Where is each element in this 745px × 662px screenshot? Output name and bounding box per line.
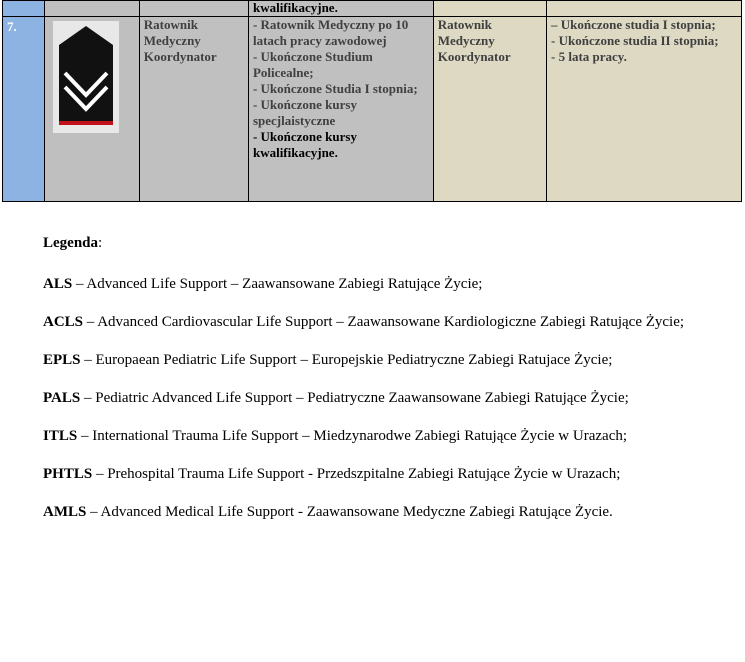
requirements2-cell — [547, 17, 742, 202]
legend-item — [43, 350, 690, 371]
rank-image-cell — [44, 17, 139, 202]
legend-item — [43, 388, 690, 409]
requirement-line: - Ratownik Medyczny po 10 latach pracy zawodowej — [252, 17, 409, 48]
legend-abbr: ALS — [43, 276, 73, 292]
rank-name2-cell — [433, 17, 546, 202]
rank-name-cell — [139, 17, 248, 202]
legend-desc: – International Trauma Life Support – Miedzynarodwe Zabiegi Ratujące Życie w Urazach; — [77, 428, 628, 444]
legend-item — [43, 426, 690, 447]
prev-name-cell — [139, 1, 248, 17]
legend-title — [43, 233, 690, 254]
requirement-line: - Ukończone kursy specjlaistyczne — [252, 97, 357, 128]
row-number: 7. — [3, 17, 45, 202]
legend-abbr: ACLS — [43, 314, 84, 330]
table-row — [3, 17, 742, 202]
legend-desc: – Advanced Medical Life Support - Zaawansowane Medyczne Zabiegi Ratujące Życie. — [86, 504, 613, 520]
requirement2-line: – Ukończone studia I stopnia; — [551, 17, 716, 32]
legend-desc: – Prehospital Trauma Life Support - Przedszpitalne Zabiegi Ratujące Życie w Urazach; — [92, 466, 621, 482]
prev-requirements-text: kwalifikacyjne. — [252, 0, 338, 15]
requirement-line: - Ukończone Studium Policealne; — [252, 49, 373, 80]
table-row-previous — [3, 1, 742, 17]
legend-item — [43, 464, 690, 485]
rank-name: Ratownik Medyczny Koordynator — [143, 17, 217, 64]
legend-abbr: ITLS — [43, 428, 78, 444]
legend-abbr: PHTLS — [43, 466, 93, 482]
qualification-table — [2, 0, 742, 202]
legend-item — [43, 274, 690, 295]
legend-item — [43, 502, 690, 523]
prev-number-cell — [3, 1, 45, 17]
legend-desc: – Advanced Life Support – Zaawansowane Zabiegi Ratujące Życie; — [72, 276, 483, 292]
prev-requirements2-cell — [547, 1, 742, 17]
prev-name2-cell — [433, 1, 546, 17]
prev-image-cell — [44, 1, 139, 17]
legend-desc: – Europaean Pediatric Life Support – Europejskie Pediatryczne Zabiegi Ratujace Życie; — [80, 352, 613, 368]
requirement2-line: - 5 lata pracy. — [551, 49, 627, 64]
requirements-cell — [248, 17, 433, 202]
legend-title-colon: : — [98, 235, 103, 251]
legend-abbr: EPLS — [43, 352, 81, 368]
legend-abbr: PALS — [43, 390, 81, 406]
legend-item — [43, 312, 690, 333]
rank-name-2: Ratownik Medyczny Koordynator — [437, 17, 511, 64]
shoulder-rank-insignia-icon — [53, 21, 119, 133]
legend-section — [43, 233, 690, 540]
legend-abbr: AMLS — [43, 504, 87, 520]
requirement2-line: - Ukończone studia II stopnia; — [551, 33, 719, 48]
prev-requirements-cell — [248, 1, 433, 17]
requirement-line: - Ukończone Studia I stopnia; — [252, 81, 418, 96]
legend-title-text: Legenda — [43, 235, 99, 251]
legend-desc: – Advanced Cardiovascular Life Support – Zaawansowane Kardiologiczne Zabiegi Ratujące Życie; — [83, 314, 685, 330]
legend-desc: – Pediatric Advanced Life Support – Pediatryczne Zaawansowane Zabiegi Ratujące Życie; — [80, 390, 629, 406]
requirement-line: - Ukończone kursy kwalifikacyjne. — [252, 129, 357, 160]
